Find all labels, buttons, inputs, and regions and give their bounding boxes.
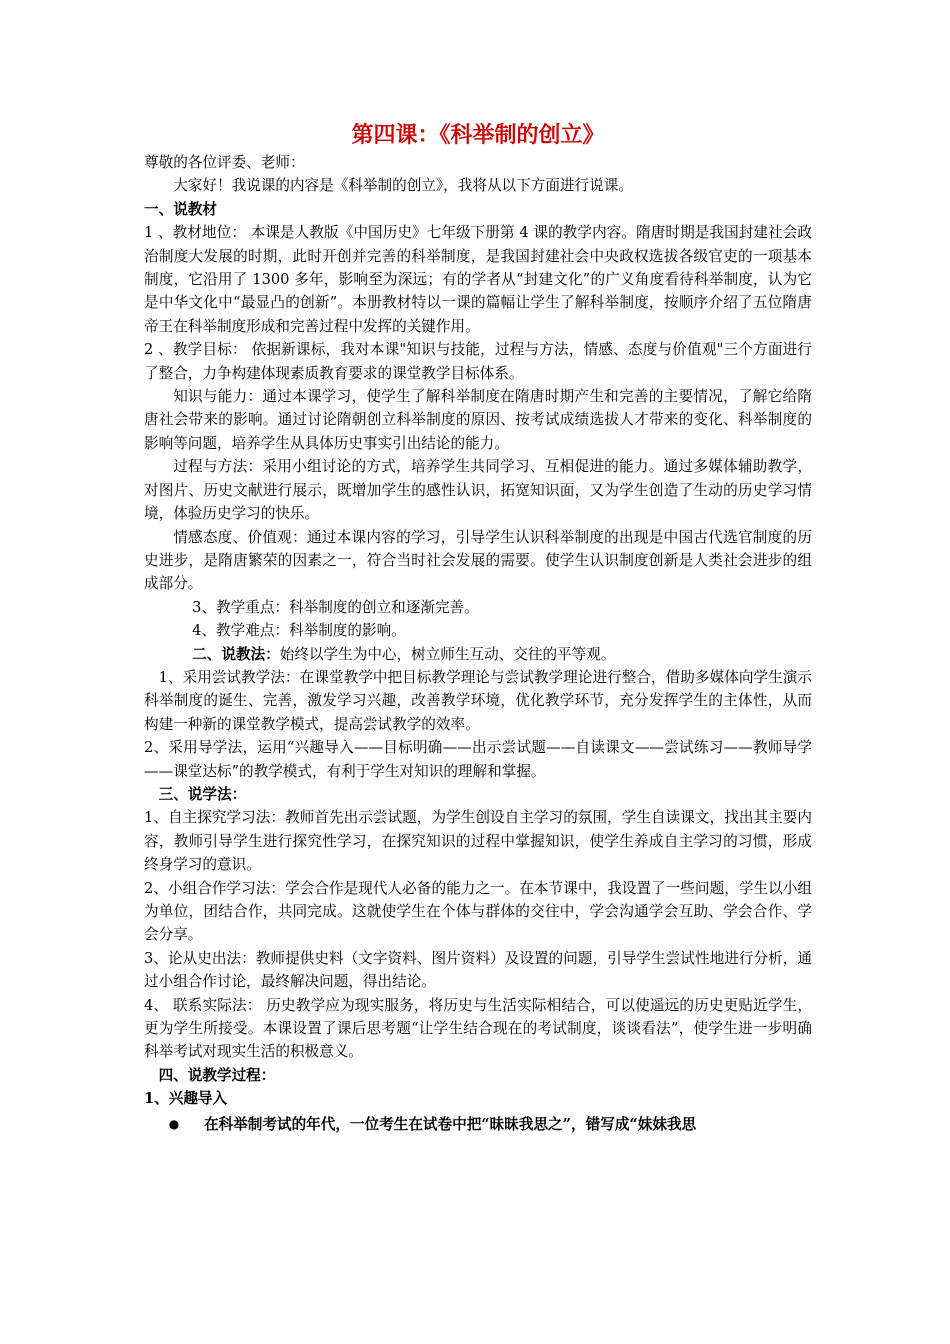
bullet-dot-icon: ● [168, 1116, 180, 1131]
bullet-text: 在科举制考试的年代，一位考生在试卷中把“昧昧我思之”，错写成“妹妹我思 [204, 1115, 697, 1133]
greeting: 尊敬的各位评委、老师： [144, 154, 305, 171]
learning-method-3-paragraph: 3、论从史出法：教师提供史料（文字资料、图片资料）及设置的问题，引导学生尝试性地进行分析，通过小组合作讨论，最终解决问题，得出结论。 [144, 949, 812, 991]
learning-method-1-paragraph: 1、自主探究学习法：教师首先出示尝试题，为学生创设自主学习的氛围，学生自读课文，找出其主要内容，教师引导学生进行探究性学习，在探究知识的过程中掌握知识，使学生养成自主学习的习惯，形成终身学习的意识。 [144, 809, 812, 874]
teaching-difficulty-paragraph: 4、教学难点：科举制度的影响。 [192, 622, 406, 640]
learning-method-2-paragraph: 2、小组合作学习法：学会合作是现代人必备的能力之一。在本节课中，我设置了一些问题，学生以小组为单位，团结合作，共同完成。这就使学生在个体与群体的交往中，学会沟通学会互助、学会合作、学会分享。 [144, 879, 812, 944]
section-4-sub-heading: 1、兴趣导入 [144, 1090, 228, 1108]
teaching-goals-paragraph: 2 、教学目标： 依据新课标，我对本课"知识与技能，过程与方法，情感、态度与价值观"三个方面进行了整合，力争构建体现素质教育要求的课堂教学目标体系。 [144, 341, 812, 382]
process-method-paragraph: 过程与方法：采用小组讨论的方式，培养学生共同学习、互相促进的能力。通过多媒体辅助教学，对图片、历史文献进行展示，既增加学生的感性认识，拓宽知识面，又为学生创造了生动的历史学习情境，体验历史学习的快乐。 [144, 458, 812, 523]
teaching-focus-paragraph: 3、教学重点：科举制度的创立和逐渐完善。 [192, 598, 479, 616]
bullet-item [144, 1113, 812, 1136]
emotion-values-paragraph: 情感态度、价值观：通过本课内容的学习，引导学生认识科举制度的出现是中国古代选官制度的历史进步，是隋唐繁荣的因素之一，符合当时社会发展的需要。使学生认识制度创新是人类社会进步的组成部分。 [144, 528, 812, 593]
document-page [144, 120, 812, 1136]
teaching-method-1-paragraph: 1、采用尝试教学法：在课堂教学中把目标教学理论与尝试教学理论进行整合，借助多媒体向学生演示科举制度的诞生、完善，激发学习兴趣，改善教学环境，优化教学环节，充分发挥学生的主体性，从而构建一种新的课堂教学模式，提高尝试教学的效率。 [144, 668, 812, 733]
section-2-heading-text: 始终以学生为中心，树立师生互动、交往的平等观。 [279, 645, 616, 663]
teaching-method-2-paragraph: 2、采用导学法，运用“兴趣导入——目标明确——出示尝试题——自读课文——尝试练习——教师导学——课堂达标”的教学模式，有利于学生对知识的理解和掌握。 [144, 739, 812, 780]
intro-paragraph: 大家好！我说课的内容是《科举制的创立》，我将从以下方面进行说课。 [173, 177, 633, 195]
learning-method-4-paragraph: 4、 联系实际法： 历史教学应为现实服务，将历史与生活实际相结合，可以使遥远的历史更贴近学生，更为学生所接受。本课设置了课后思考题“让学生结合现在的考试制度，谈谈看法”，使学生进一步明确科举考试对现实生活的积极意义。 [144, 996, 812, 1061]
section-4-heading: 四、说教学过程： [158, 1066, 276, 1084]
knowledge-ability-paragraph: 知识与能力：通过本课学习，使学生了解科举制度在隋唐时期产生和完善的主要情况，了解它给隋唐社会带来的影响。通过讨论隋朝创立科举制度的原因、按考试成绩选拔人才带来的变化、科举制度的影响等问题，培养学生从具体历史事实引出结论的能力。 [144, 388, 812, 452]
section-1-heading: 一、说教材 [144, 200, 217, 218]
section-2-line [144, 643, 812, 666]
section-2-heading: 二、说教法： [192, 645, 280, 663]
section-3-heading: 三、说学法： [158, 785, 247, 803]
textbook-position-paragraph: 1 、教材地位： 本课是人教版《中国历史》七年级下册第 4 课的教学内容。隋唐时期是我国封建社会政治制度大发展的时期，此时开创并完善的科举制度，是我国封建社会中央政权选拔各级官吏的一项基本制度，它沿用了 1300 多年，影响至为深远；有的学者从“封建文化”的广义角度看待科举制度，认为它是中华文化中“最显凸的创新”。本册教材特以一课的篇幅让学生了解科举制度，按顺序介绍了五位隋唐帝王在科举制度形成和完善过程中发挥的关键作用。 [144, 224, 812, 335]
document-title: 第四课：《科举制的创立》 [351, 122, 605, 148]
